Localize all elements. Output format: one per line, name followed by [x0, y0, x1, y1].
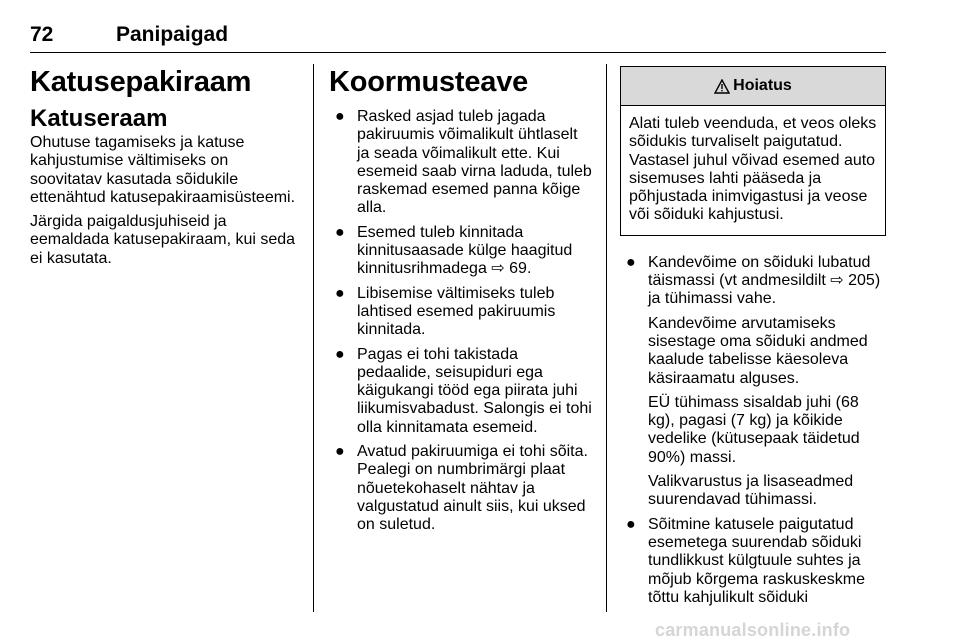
bullet-icon: ●	[335, 443, 345, 461]
column-2	[329, 64, 594, 541]
body-paragraph: EÜ tühimass sisaldab juhi (68 kg), pagasi (7 kg) ja kõikide vedelike (kütusepaak täidetud 90%) massi.	[648, 393, 860, 466]
column-divider	[313, 64, 314, 612]
bullet-icon: ●	[335, 284, 345, 302]
body-paragraph: Kandevõime arvutamiseks sisestage oma sõiduki andmed kaalude tabelisse käesoleva käsiraamatu alguses.	[648, 314, 868, 387]
warning-text: Alati tuleb veenduda, et veos oleks sõidukis turvaliselt paigutatud. Vastasel juhul võivad esemed auto sisemuses lahti pääseda ja põhjustada inimvigastusi ja veose või sõiduki kahjustusi.	[629, 115, 877, 224]
section-heading: Koormusteave	[329, 66, 529, 98]
list-item: ● Rasked asjad tuleb jagada pakiruumis võimalikult ühtlaselt ja seada võimalikult ette. Kui esemeid saab virna laduda, tuleb raskemad esemed panna kõige alla.	[335, 108, 592, 217]
body-paragraph: Kandevõime on sõiduki lubatud täismassi (vt andmesildilt ⇨ 205) ja tühimassi vahe.	[648, 253, 881, 308]
bullet-icon: ●	[335, 108, 345, 125]
warning-title: Hoiatus	[733, 77, 792, 94]
bullet-icon: ●	[626, 253, 636, 271]
list-item: ● Esemed tuleb kinnitada kinnitusaasade külge haagitud kinnitusrihmadega ⇨ 69.	[335, 223, 573, 278]
column-1	[30, 64, 300, 268]
list-item	[620, 254, 888, 510]
list-item: ● Libisemise vältimiseks tuleb lahtised esemed pakiruumis kinnitada.	[335, 284, 556, 339]
page-number: 72	[30, 23, 54, 46]
body-paragraph: Järgida paigaldusjuhiseid ja eemaldada katusepakiraam, kui seda ei kasutata.	[30, 213, 296, 267]
body-paragraph: Valikvarustus ja lisaseadmed suurendavad tühimassi.	[648, 473, 854, 509]
body-paragraph: Ohutuse tagamiseks ja katuse kahjustumise vältimiseks on soovitatav kasutada sõidukile ettenähtud katusepakiraamisüsteemi.	[30, 134, 296, 206]
bullet-list	[329, 108, 594, 535]
list-item: ● Pagas ei tohi takistada pedaalide, seisupiduri ega käigukangi tööd ega piirata juhi liikumisvabadust. Salongis ei tohi olla kinnitamata esemeid.	[335, 345, 592, 436]
warning-header	[621, 67, 885, 106]
bullet-list	[620, 254, 888, 607]
bullet-icon: ●	[626, 515, 636, 533]
list-item: ● Sõitmine katusele paigutatud esemetega suurendab sõiduki tundlikkust külgtuule suhtes ja mõjub kõrgema raskuskeskme tõttu kahjulikult sõiduki	[626, 515, 865, 606]
subsection-heading: Katuseraam	[30, 105, 168, 132]
list-item: ● Avatud pakiruumiga ei tohi sõita. Pealegi on numbrimärgi plaat nõuetekohaselt nähtav ja valgustatud ainult siis, kui uksed on suletud.	[335, 443, 588, 534]
column-3	[620, 64, 888, 613]
column-divider	[606, 64, 607, 612]
section-title: Panipaigad	[116, 23, 229, 46]
watermark: carmanualsonline.info	[655, 620, 851, 640]
warning-triangle-icon	[714, 79, 730, 94]
bullet-icon: ●	[335, 223, 345, 241]
warning-box	[620, 66, 886, 236]
page-header	[30, 18, 886, 53]
bullet-icon: ●	[335, 345, 345, 363]
section-heading: Katusepakiraam	[30, 66, 252, 98]
